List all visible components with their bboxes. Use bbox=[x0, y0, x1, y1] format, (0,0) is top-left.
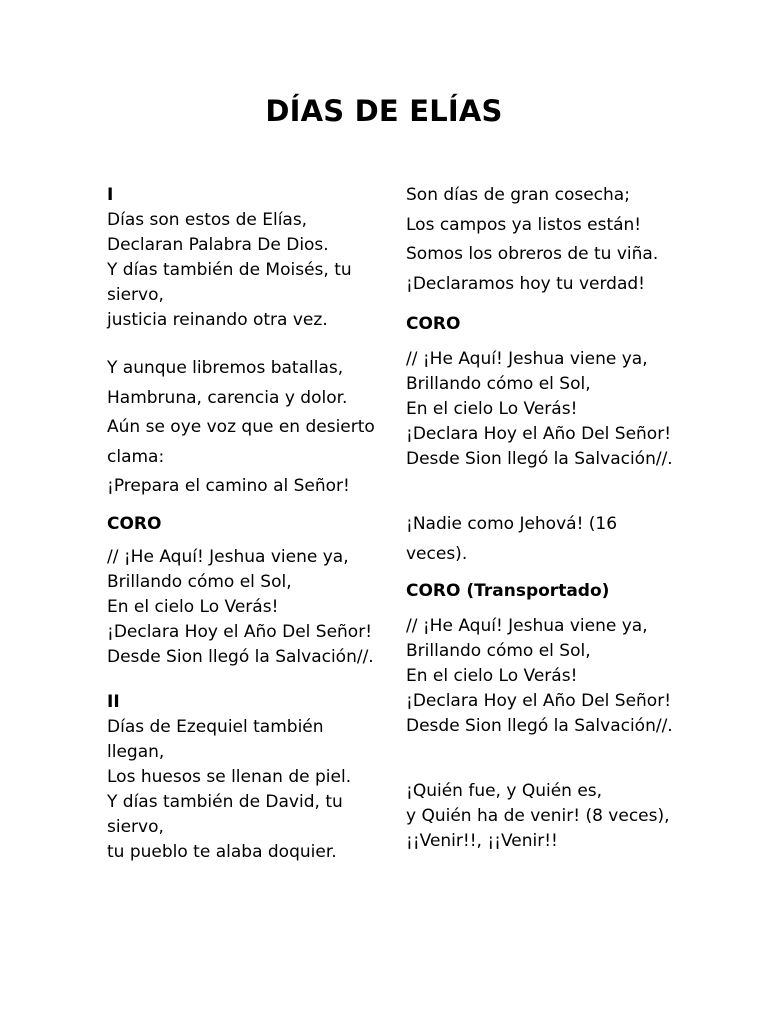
chorus-transposed bbox=[406, 614, 706, 739]
lyric-line: En el cielo Lo Verás! bbox=[406, 399, 578, 419]
nadie-como-jehova bbox=[406, 510, 706, 569]
lyric-line: // ¡He Aquí! Jeshua viene ya, bbox=[406, 616, 648, 636]
quien-stanza bbox=[406, 779, 706, 854]
lyric-line: Brillando cómo el Sol, bbox=[406, 374, 591, 394]
left-column bbox=[107, 183, 397, 865]
lyric-line: En el cielo Lo Verás! bbox=[107, 596, 279, 617]
chorus bbox=[107, 545, 397, 670]
right-column bbox=[406, 181, 706, 854]
lyric-line: Brillando cómo el Sol, bbox=[406, 641, 591, 661]
lyric-line: Y días también de David, tu bbox=[107, 791, 343, 812]
lyric-line: // ¡He Aquí! Jeshua viene ya, bbox=[406, 349, 648, 369]
lyric-line: Días son estos de Elías, bbox=[107, 210, 308, 230]
lyric-line: ¡Declara Hoy el Año Del Señor! bbox=[107, 621, 373, 642]
lyric-line: y Quién ha de venir! (8 veces), bbox=[406, 806, 670, 826]
lyric-line: ¡Nadie como Jehová! (16 bbox=[406, 514, 618, 534]
lyric-line: justicia reinando otra vez. bbox=[107, 310, 328, 330]
lyric-line: ¡Quién fue, y Quién es, bbox=[406, 781, 603, 801]
lyric-line: Son días de gran cosecha; bbox=[406, 185, 630, 205]
lyric-line: Los campos ya listos están! bbox=[406, 214, 642, 235]
lyric-line: Somos los obreros de tu viña. bbox=[406, 244, 659, 264]
lyric-line: Hambruna, carencia y dolor. bbox=[107, 387, 348, 408]
stanza-2 bbox=[107, 354, 397, 502]
lyric-line: siervo, bbox=[107, 285, 164, 305]
lyric-line: Los huesos se llenan de piel. bbox=[107, 766, 352, 787]
lyric-line: tu pueblo te alaba doquier. bbox=[107, 841, 337, 862]
lyric-line: veces). bbox=[406, 543, 468, 564]
chorus-heading: CORO bbox=[107, 513, 162, 534]
lyric-line: En el cielo Lo Verás! bbox=[406, 666, 578, 686]
lyric-line: Desde Sion llegó la Salvación//. bbox=[406, 716, 673, 736]
lyric-line: ¡Declara Hoy el Año Del Señor! bbox=[406, 424, 672, 444]
lyric-line: ¡Prepara el camino al Señor! bbox=[107, 476, 350, 496]
chorus-transposed-heading: CORO (Transportado) bbox=[406, 581, 610, 601]
verse-1 bbox=[107, 208, 397, 333]
lyric-line: ¡Declara Hoy el Año Del Señor! bbox=[406, 691, 672, 711]
lyric-line: ¡¡Venir!!, ¡¡Venir!! bbox=[406, 831, 558, 851]
lyric-line: Aún se oye voz que en desierto bbox=[107, 417, 375, 437]
lyric-line: Días de Ezequiel también bbox=[107, 716, 324, 737]
lyric-line: Desde Sion llegó la Salvación//. bbox=[107, 646, 374, 667]
song-title: DÍAS DE ELÍAS bbox=[265, 94, 503, 128]
verse-1-heading: I bbox=[107, 185, 114, 205]
lyric-line: siervo, bbox=[107, 816, 164, 837]
lyric-line: Brillando cómo el Sol, bbox=[107, 571, 292, 592]
lyric-line: llegan, bbox=[107, 741, 165, 762]
verse-2 bbox=[107, 715, 397, 865]
lyric-line: Y días también de Moisés, tu bbox=[107, 260, 352, 280]
chorus bbox=[406, 347, 706, 472]
lyric-line: Desde Sion llegó la Salvación//. bbox=[406, 449, 673, 469]
lyric-line: // ¡He Aquí! Jeshua viene ya, bbox=[107, 546, 349, 567]
verse-2-heading: II bbox=[107, 691, 120, 712]
chorus-heading: CORO bbox=[406, 314, 461, 334]
lyric-line: Declaran Palabra De Dios. bbox=[107, 235, 329, 255]
lyric-line: ¡Declaramos hoy tu verdad! bbox=[406, 273, 645, 294]
lyric-line: Y aunque libremos batallas, bbox=[107, 358, 344, 378]
lyric-line: clama: bbox=[107, 446, 165, 467]
harvest-stanza bbox=[406, 181, 706, 299]
